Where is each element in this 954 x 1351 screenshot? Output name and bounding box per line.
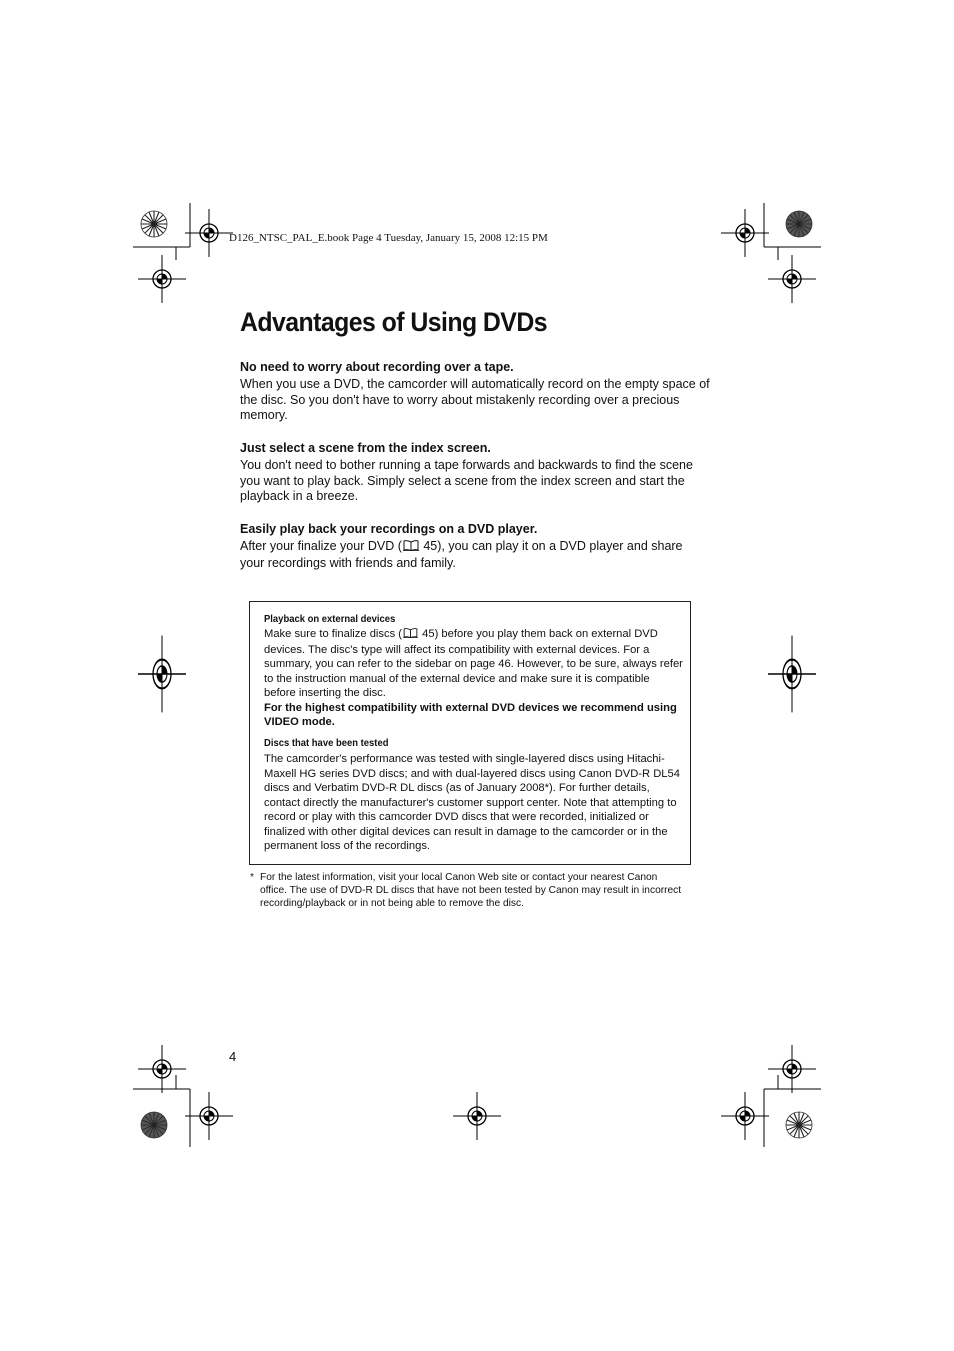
- notice-heading: Playback on external devices: [264, 613, 396, 625]
- crosshair-icon: [185, 1092, 233, 1140]
- section-heading: Just select a scene from the index screen.: [240, 441, 491, 455]
- crosshair-icon: [138, 255, 186, 303]
- footnote-text: For the latest information, visit your local Canon Web site or contact your nearest Canon office. The use of DVD-R DL discs that have not been tested by Canon may result in incorrect recording/playback or in not being able to remove the disc.: [260, 872, 682, 909]
- notice-body: [264, 627, 684, 730]
- section-body: When you use a DVD, the camcorder will automatically record on the empty space of the disc. So you don't have to worry about mistakenly recording over a precious memory.: [240, 377, 710, 422]
- print-header: D126_NTSC_PAL_E.book Page 4 Tuesday, January 15, 2008 12:15 PM: [229, 232, 548, 244]
- starburst-icon: [141, 211, 167, 237]
- book-icon: [403, 628, 418, 643]
- notice-text: Make sure to finalize discs (: [264, 628, 403, 640]
- starburst-icon: [786, 211, 812, 237]
- page-title: Advantages of Using DVDs: [240, 307, 547, 337]
- book-icon: [403, 540, 419, 556]
- section-heading: Easily play back your recordings on a DVD player.: [240, 522, 538, 536]
- crosshair-icon: [138, 636, 186, 713]
- section-heading: No need to worry about recording over a tape.: [240, 360, 514, 374]
- page-number: 4: [229, 1049, 237, 1064]
- section-body: You don't need to bother running a tape forwards and backwards to find the scene you want to play back. Simply select a scene from the index screen and start the playback in a breeze.: [240, 458, 693, 503]
- notice-body: The camcorder's performance was tested with single-layered discs using Hitachi-Maxell HG series DVD discs; and with dual-layered discs using Canon DVD-R DL54 discs and Verbatim DVD-R DL discs (as of January 2008*). For further details, contact directly the manufacturer's customer support center. Note that attempting to record or play with this camcorder DVD discs that were recorded, initialized or finalized with other digital devices can result in damage to the camcorder or in the permanent loss of the recordings.: [264, 753, 680, 852]
- section-body-text: After your finalize your DVD (: [240, 539, 402, 553]
- section-body-text: 45), you can play it on a DVD player and share your recordings with friends and family.: [240, 539, 683, 570]
- crosshair-icon: [453, 1092, 501, 1140]
- section-body: [240, 539, 710, 571]
- crosshair-icon: [768, 255, 816, 303]
- notice-recommendation: For the highest compatibility with external DVD devices we recommend using VIDEO mode.: [264, 701, 677, 728]
- notice-box: [249, 601, 691, 865]
- notice-heading: Discs that have been tested: [264, 737, 389, 749]
- crosshair-icon: [721, 1092, 769, 1140]
- crosshair-icon: [768, 636, 816, 713]
- starburst-icon: [786, 1112, 812, 1138]
- footnote-mark: *: [250, 872, 254, 883]
- crosshair-icon: [768, 1045, 816, 1093]
- crosshair-icon: [138, 1045, 186, 1093]
- notice-text: 45) before you play them back on external DVD devices. The disc's type will affect its compatibility with external devices. For a summary, you can refer to the sidebar on page 46. However, to be sure, always refer to the instruction manual of the external device and make sure it is compatible before inserting the disc.: [264, 628, 683, 699]
- crosshair-icon: [721, 209, 769, 257]
- crosshair-icon: [185, 209, 233, 257]
- starburst-icon: [141, 1112, 167, 1138]
